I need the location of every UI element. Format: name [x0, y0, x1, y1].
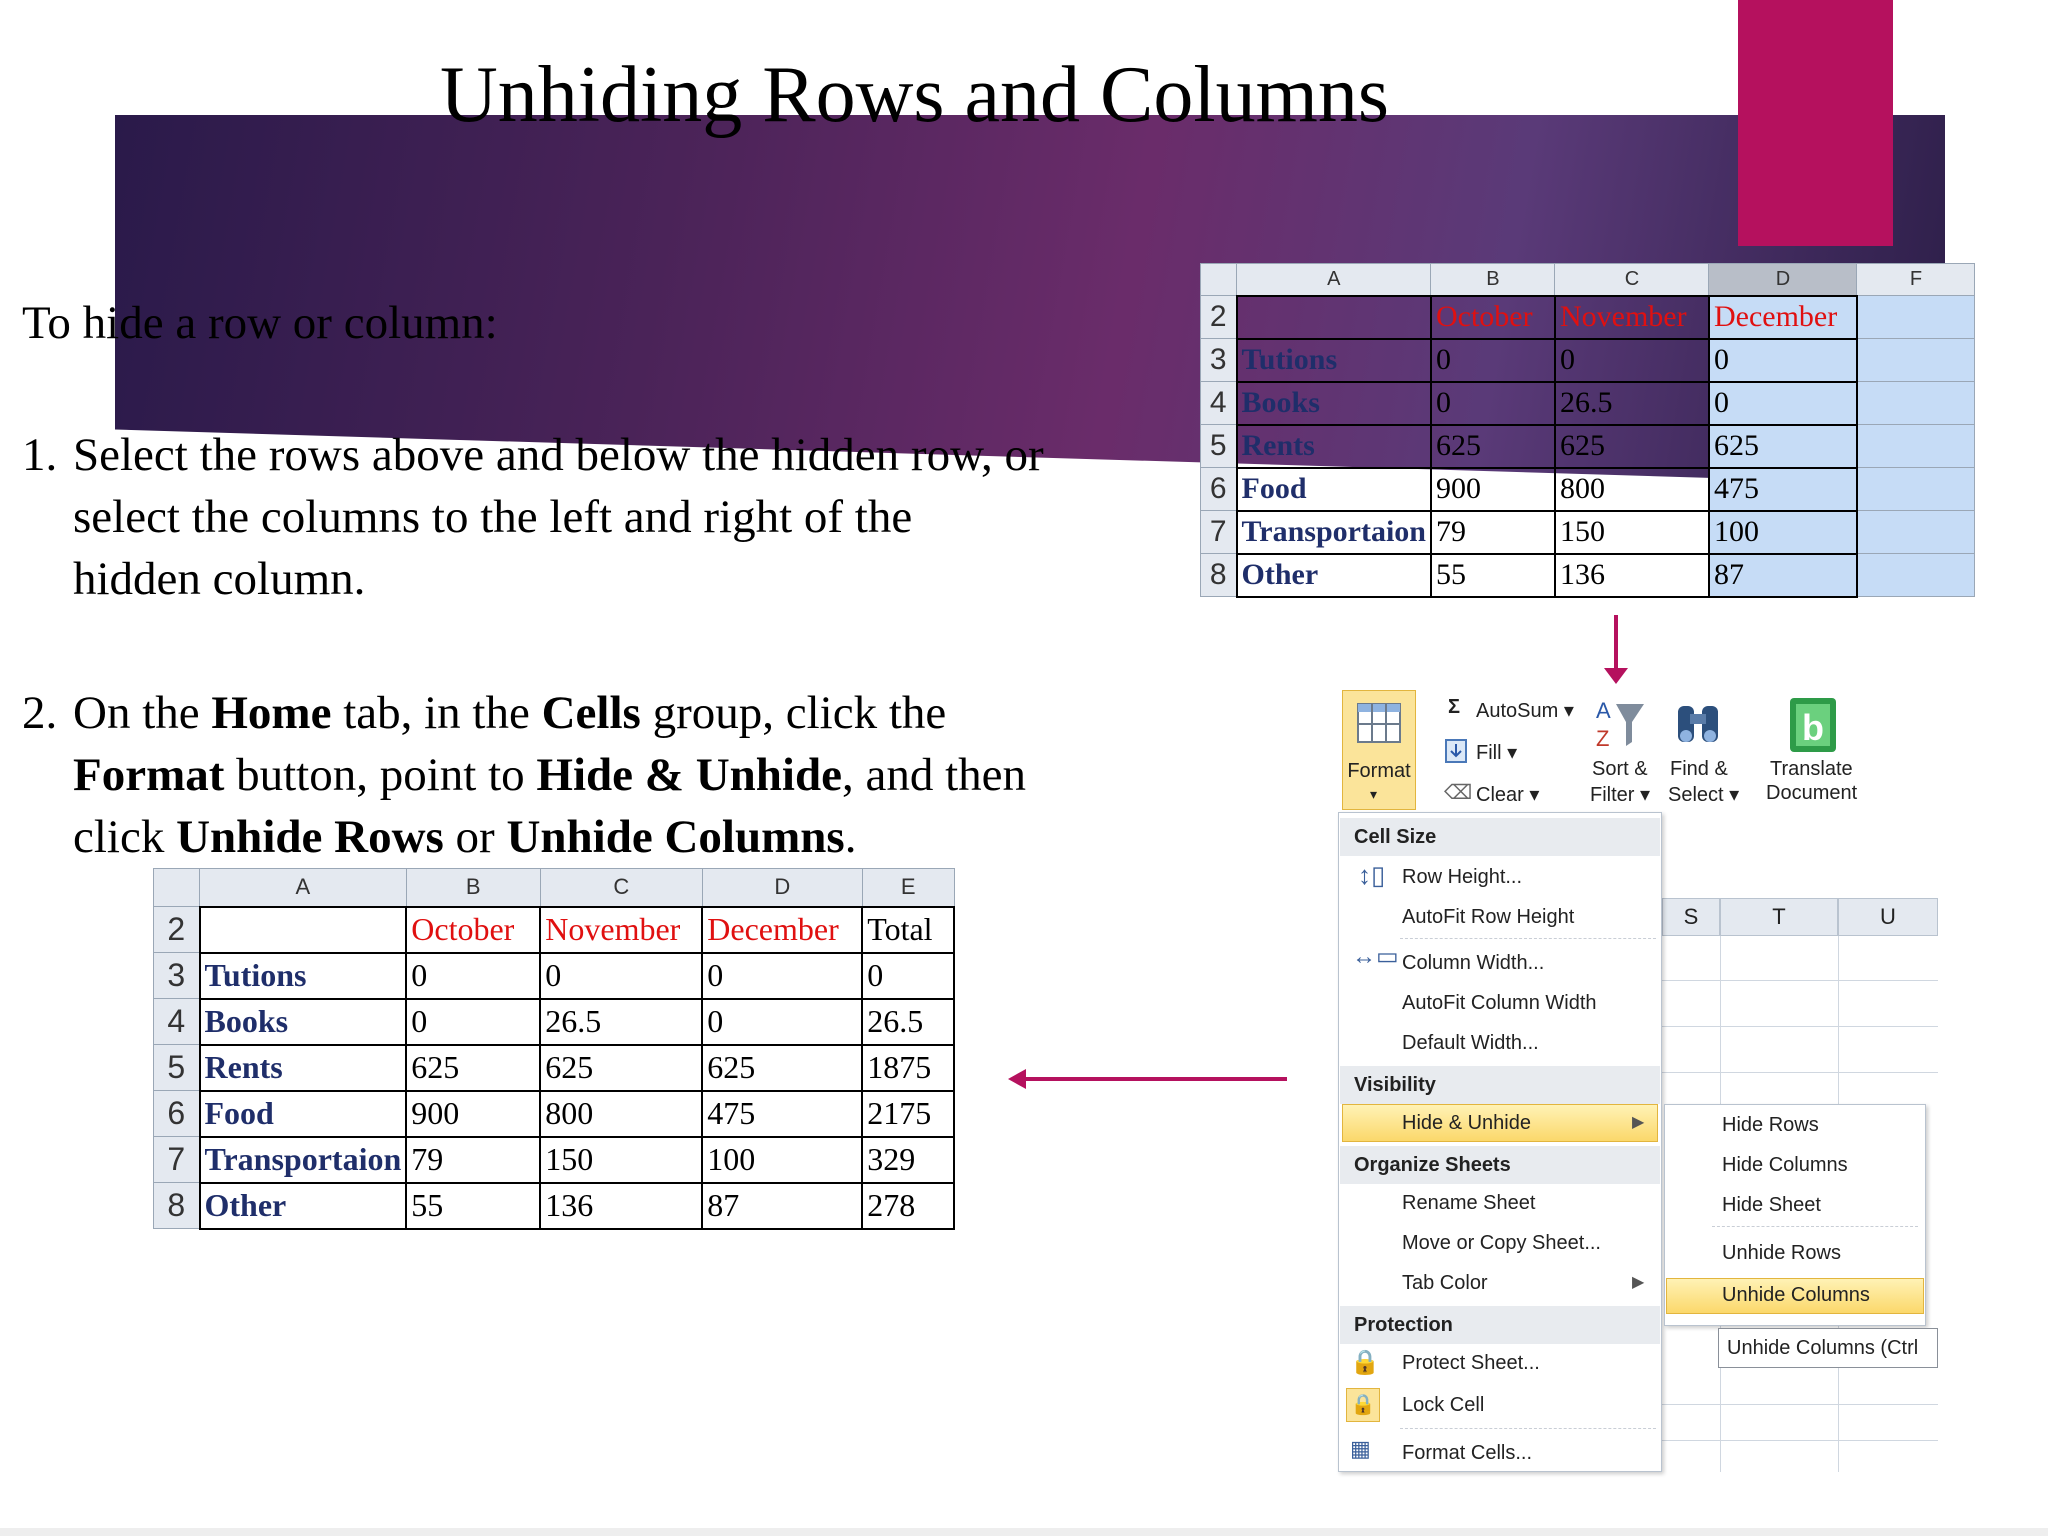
fill-button[interactable]: Fill ▾ [1476, 742, 1518, 764]
column-header[interactable]: B [1431, 264, 1555, 296]
menu-item-row-height[interactable]: Row Height... [1402, 866, 1523, 888]
table-row [1201, 296, 1975, 339]
cell[interactable]: 625 [1431, 425, 1555, 468]
cell[interactable]: 625 [1709, 425, 1857, 468]
menu-heading-protection: Protection [1340, 1306, 1660, 1344]
menu-item-tab-color[interactable]: Tab Color [1402, 1272, 1488, 1294]
submenu-item-hide-columns[interactable]: Hide Columns [1722, 1154, 1848, 1176]
table-row [154, 1183, 955, 1229]
sort-filter-icon [1594, 696, 1646, 754]
slide-bottom-edge [0, 1528, 2048, 1536]
cell[interactable]: 79 [406, 1137, 540, 1183]
cell-label[interactable]: Food [1237, 468, 1431, 511]
cell[interactable] [1857, 511, 1975, 554]
cell[interactable]: November [540, 907, 702, 953]
step2-line2: Format button, point to Hide & Unhide, and then [73, 749, 1026, 801]
column-header[interactable]: B [406, 869, 540, 907]
menu-separator [1400, 938, 1656, 939]
cell[interactable] [1857, 554, 1975, 597]
cell[interactable]: 900 [1431, 468, 1555, 511]
table-row [154, 1045, 955, 1091]
cell[interactable]: 625 [540, 1045, 702, 1091]
cell[interactable]: 900 [406, 1091, 540, 1137]
menu-item-format-cells[interactable]: Format Cells... [1402, 1442, 1533, 1464]
cell[interactable]: 2175 [862, 1091, 954, 1137]
left-arrow-head [1008, 1069, 1026, 1089]
cell-label[interactable]: Books [1237, 382, 1431, 425]
cell-label[interactable]: Other [200, 1183, 407, 1229]
cell[interactable] [1857, 382, 1975, 425]
cell-label[interactable]: Other [1237, 554, 1431, 597]
cell[interactable] [1857, 468, 1975, 511]
down-arrow-line [1614, 615, 1618, 675]
cell[interactable]: 136 [1555, 554, 1709, 597]
row-header[interactable]: 6 [154, 1091, 200, 1137]
autosum-button[interactable]: AutoSum ▾ [1476, 700, 1574, 722]
cell[interactable]: 100 [1709, 511, 1857, 554]
find-select-button[interactable]: Select ▾ [1668, 784, 1740, 806]
cell-label[interactable]: Tutions [1237, 339, 1431, 382]
spreadsheet-unhidden-result [153, 868, 955, 1230]
svg-text:b: b [1802, 707, 1824, 748]
translate-document-icon [1786, 696, 1840, 754]
submenu-item-hide-sheet[interactable]: Hide Sheet [1722, 1194, 1821, 1216]
menu-item-rename-sheet[interactable]: Rename Sheet [1402, 1192, 1536, 1214]
grid-line [1662, 1440, 1938, 1441]
row-header[interactable]: 7 [1201, 511, 1237, 554]
table-row [154, 907, 955, 953]
row-header[interactable]: 7 [154, 1137, 200, 1183]
cell[interactable]: 0 [702, 953, 862, 999]
row-header[interactable]: 3 [154, 953, 200, 999]
cell-label[interactable]: Transportaion [1237, 511, 1431, 554]
intro-text: To hide a row or column: [22, 297, 498, 349]
step2-num: 2. [22, 687, 58, 739]
column-header-u[interactable]: U [1838, 898, 1938, 936]
submenu-arrow-icon: ▶ [1632, 1274, 1645, 1291]
sort-filter-button[interactable]: Filter ▾ [1590, 784, 1651, 806]
grid-line [1662, 980, 1938, 981]
clear-button[interactable]: Clear ▾ [1476, 784, 1540, 806]
cell[interactable]: 0 [1709, 339, 1857, 382]
cell-label[interactable] [200, 907, 407, 953]
table-row [1201, 554, 1975, 597]
autosum-icon: Σ [1448, 696, 1461, 718]
row-header[interactable]: 6 [1201, 468, 1237, 511]
cell[interactable]: 26.5 [540, 999, 702, 1045]
cell[interactable]: 278 [862, 1183, 954, 1229]
grid-line [1662, 1404, 1938, 1405]
translate-label1: Translate [1770, 758, 1853, 780]
accent-bar [1738, 0, 1893, 246]
cell[interactable]: 475 [1709, 468, 1857, 511]
step1-num: 1. [22, 429, 58, 481]
menu-heading-visibility: Visibility [1340, 1066, 1660, 1104]
column-header[interactable]: C [1555, 264, 1709, 296]
cell[interactable]: 800 [540, 1091, 702, 1137]
submenu-arrow-icon: ▶ [1632, 1114, 1645, 1131]
menu-separator [1400, 1428, 1656, 1429]
select-all-corner[interactable] [154, 869, 200, 907]
cell[interactable]: December [1709, 296, 1857, 339]
submenu-separator [1712, 1226, 1918, 1227]
step2-line1: On the Home tab, in the Cells group, click the [73, 687, 947, 739]
cell[interactable]: 136 [540, 1183, 702, 1229]
cell-label[interactable]: Tutions [200, 953, 407, 999]
cell[interactable]: November [1555, 296, 1709, 339]
submenu-item-unhide-rows[interactable]: Unhide Rows [1722, 1242, 1841, 1264]
row-header[interactable]: 4 [154, 999, 200, 1045]
column-header[interactable]: C [540, 869, 702, 907]
table-row [1201, 511, 1975, 554]
cell[interactable]: 0 [1431, 382, 1555, 425]
step1-line1: Select the rows above and below the hidden row, or [73, 429, 1044, 481]
table-row [1201, 425, 1975, 468]
cell[interactable]: 0 [702, 999, 862, 1045]
cell[interactable]: December [702, 907, 862, 953]
cell-label[interactable]: Food [200, 1091, 407, 1137]
table-row [154, 999, 955, 1045]
column-header[interactable]: E [862, 869, 954, 907]
cell[interactable]: 55 [1431, 554, 1555, 597]
svg-text:Z: Z [1596, 726, 1610, 751]
tooltip-unhide-columns: Unhide Columns (Ctrl [1718, 1328, 1938, 1368]
cell-label[interactable]: Rents [1237, 425, 1431, 468]
cell[interactable]: 1875 [862, 1045, 954, 1091]
menu-item-hide-unhide[interactable]: Hide & Unhide [1402, 1112, 1531, 1134]
step1-line3: hidden column. [73, 553, 366, 605]
cell[interactable]: 0 [1555, 339, 1709, 382]
menu-item-autofit-column-width[interactable]: AutoFit Column Width [1402, 992, 1597, 1014]
table-row [154, 1091, 955, 1137]
cell-label[interactable]: Books [200, 999, 407, 1045]
step1-line2: select the columns to the left and right of the [73, 491, 913, 543]
cell[interactable]: 475 [702, 1091, 862, 1137]
table-row [1201, 382, 1975, 425]
cell[interactable]: 0 [406, 953, 540, 999]
format-button-label: Format [1347, 760, 1411, 782]
cell[interactable]: 100 [702, 1137, 862, 1183]
column-width-icon: ↔▭ [1352, 943, 1399, 970]
grid-line [1662, 1072, 1938, 1073]
menu-heading-cell-size: Cell Size [1340, 818, 1660, 856]
cell[interactable]: 26.5 [1555, 382, 1709, 425]
column-header-t[interactable]: T [1720, 898, 1838, 936]
format-icon [1356, 698, 1402, 748]
cell[interactable]: 87 [702, 1183, 862, 1229]
row-header[interactable]: 8 [1201, 554, 1237, 597]
menu-heading-organize-sheets: Organize Sheets [1340, 1146, 1660, 1184]
cell[interactable]: 800 [1555, 468, 1709, 511]
cell[interactable] [1857, 339, 1975, 382]
table-row [154, 953, 955, 999]
cell-label[interactable]: Rents [200, 1045, 407, 1091]
row-header[interactable]: 4 [1201, 382, 1237, 425]
cell[interactable] [1857, 296, 1975, 339]
cell[interactable]: 55 [406, 1183, 540, 1229]
menu-item-column-width[interactable]: Column Width... [1402, 952, 1545, 974]
row-header[interactable]: 5 [154, 1045, 200, 1091]
down-arrow-head [1604, 668, 1628, 684]
cell[interactable]: 26.5 [862, 999, 954, 1045]
cell[interactable]: 87 [1709, 554, 1857, 597]
cell[interactable]: 150 [1555, 511, 1709, 554]
left-arrow-line [1025, 1077, 1287, 1081]
column-header-s[interactable]: S [1662, 898, 1720, 936]
row-height-icon: ↕▯ [1358, 860, 1386, 890]
column-header[interactable]: A [200, 869, 407, 907]
cell[interactable]: October [406, 907, 540, 953]
menu-item-move-copy-sheet[interactable]: Move or Copy Sheet... [1402, 1232, 1601, 1254]
page-title: Unhiding Rows and Columns [440, 51, 1389, 139]
protect-sheet-icon: 🔒 [1350, 1349, 1380, 1376]
cell[interactable]: 0 [1431, 339, 1555, 382]
step2-line3: click Unhide Rows or Unhide Columns. [73, 811, 857, 863]
menu-item-default-width[interactable]: Default Width... [1402, 1032, 1539, 1054]
format-cells-icon: ▦ [1350, 1436, 1371, 1461]
row-header[interactable]: 2 [154, 907, 200, 953]
column-header[interactable]: F [1857, 264, 1975, 296]
cell[interactable]: 79 [1431, 511, 1555, 554]
fill-icon [1444, 738, 1468, 764]
table-row [1201, 339, 1975, 382]
cell[interactable]: Total [862, 907, 954, 953]
cell[interactable]: 625 [406, 1045, 540, 1091]
cell[interactable] [1857, 425, 1975, 468]
cell[interactable]: 150 [540, 1137, 702, 1183]
row-header[interactable]: 8 [154, 1183, 200, 1229]
format-dropdown-icon: ▾ [1370, 786, 1378, 802]
column-header[interactable]: D [702, 869, 862, 907]
find-select-icon [1672, 696, 1724, 754]
submenu-item-hide-rows[interactable]: Hide Rows [1722, 1114, 1819, 1136]
sort-filter-label1: Sort & [1592, 758, 1648, 780]
table-row [1201, 468, 1975, 511]
row-header[interactable]: 2 [1201, 296, 1237, 339]
cell[interactable]: 329 [862, 1137, 954, 1183]
row-header[interactable]: 3 [1201, 339, 1237, 382]
column-header[interactable]: A [1237, 264, 1431, 296]
spreadsheet-hidden-column [1200, 263, 1975, 598]
cell-label[interactable]: Transportaion [200, 1137, 407, 1183]
grid-line [1662, 1026, 1938, 1027]
clear-icon: ⌫ [1444, 782, 1473, 804]
cell[interactable]: 625 [702, 1045, 862, 1091]
menu-item-lock-cell[interactable]: Lock Cell [1402, 1394, 1485, 1416]
column-header[interactable]: D [1709, 264, 1857, 296]
cell[interactable]: 0 [1709, 382, 1857, 425]
submenu-item-unhide-columns[interactable]: Unhide Columns [1722, 1284, 1870, 1306]
row-header[interactable]: 5 [1201, 425, 1237, 468]
svg-text:A: A [1596, 698, 1611, 723]
cell[interactable]: October [1431, 296, 1555, 339]
translate-document-button[interactable]: Document [1766, 782, 1858, 804]
cell[interactable]: 0 [862, 953, 954, 999]
menu-item-protect-sheet[interactable]: Protect Sheet... [1402, 1352, 1540, 1374]
lock-cell-icon: 🔒 [1346, 1388, 1380, 1422]
cell[interactable]: 0 [540, 953, 702, 999]
table-row [154, 1137, 955, 1183]
menu-item-autofit-row-height[interactable]: AutoFit Row Height [1402, 906, 1575, 928]
cell[interactable]: 0 [406, 999, 540, 1045]
find-select-label1: Find & [1670, 758, 1728, 780]
select-all-corner[interactable] [1201, 264, 1237, 296]
cell-label[interactable] [1237, 296, 1431, 339]
cell[interactable]: 625 [1555, 425, 1709, 468]
